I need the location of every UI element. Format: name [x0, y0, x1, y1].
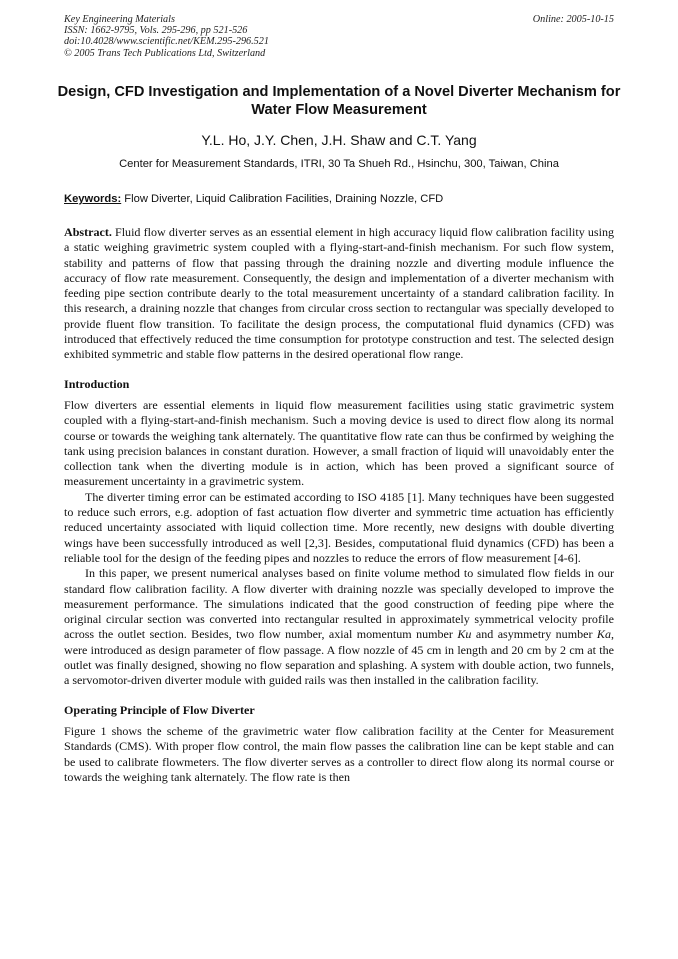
intro-p3-part-b: and asymmetry number — [471, 627, 597, 642]
issn-line: ISSN: 1662-9795, Vols. 295-296, pp 521-526 — [64, 25, 248, 37]
keywords-text: Flow Diverter, Liquid Calibration Facilities, Draining Nozzle, CFD — [121, 193, 444, 205]
intro-paragraph-3 — [64, 566, 614, 688]
doi-line: doi:10.4028/www.scientific.net/KEM.295-296.521 — [64, 36, 269, 48]
copyright-line: © 2005 Trans Tech Publications Ltd, Switzerland — [64, 47, 266, 59]
journal-header — [64, 14, 269, 59]
keywords-line — [64, 192, 624, 206]
abstract-paragraph — [64, 225, 614, 363]
author-list: Y.L. Ho, J.Y. Chen, J.H. Shaw and C.T. Yang — [201, 132, 477, 148]
journal-name: Key Engineering Materials — [64, 14, 175, 25]
operating-principle-heading: Operating Principle of Flow Diverter — [64, 702, 255, 717]
operating-paragraph-1: Figure 1 shows the scheme of the gravimetric water flow calibration facility at the Center for Measurement Standards (CMS). With proper flow control, the main flow passes the calibration line can be kept stable and can be used to calibrate flowmeters. The flow diverter serves as a controller to direct flow along its normal course or towards the weighing tank alternately. The flow rate is then — [64, 723, 614, 784]
abstract-text: Fluid flow diverter serves as an essential element in high accuracy liquid flow calibration facility using a static weighing gravimetric system coupled with a flying-start-and-finish mechanism. For such flow system, stability and patterns of flow that passing through the draining nozzle and diverting module influence the accuracy of flow rate measurement. Consequently, the design and implementation of a diverter mechanism with feeding pipe section contribute dearly to the total measurement uncertainty of a standard calibration facility. In this research, a draining nozzle that changes from circular cross section to rectangular was specially developed to provide fluent flow transition. To facilitate the design process, the computational fluid dynamics (CFD) was introduced that effectively reduced the time consumption for prototype construction and test. The selected design exhibited symmetric and stable flow patterns in the desired operational flow range. — [64, 225, 614, 362]
ka-symbol: Ka — [596, 627, 611, 642]
abstract-label: Abstract. — [64, 225, 112, 239]
online-date: Online: 2005-10-15 — [532, 14, 614, 25]
introduction-heading: Introduction — [64, 376, 130, 391]
paper-title: Design, CFD Investigation and Implementation of a Novel Diverter Mechanism for Water Flow Measurement — [57, 84, 621, 118]
intro-p3-part-a: In this paper, we present numerical analyses based on finite volume method to simulated flow fields in our standard flow calibration facility. A flow diverter with draining nozzle was specially developed to improve the measurement performance. The simulations indicated that the good construction of feeding pipe where the original circular section was converted into rectangular resulted in approximately symmetrical velocity profile across the outlet section. Besides, two flow number, axial momentum number — [64, 566, 614, 642]
ku-symbol: Ku — [457, 627, 472, 642]
intro-p3-part-c: , were introduced as design parameter of flow passage. A flow nozzle of 45 cm in length and 20 cm by 2 cm at the outlet was finally designed, showing no flow separation and splashing. A system with double action, two funnels, a servomotor-driven diverter module with guided rails was then installed in the calibration facility. — [64, 627, 614, 688]
intro-paragraph-1: Flow diverters are essential elements in liquid flow measurement facilities using static gravimetric system coupled with a flying-start-and-finish mechanism. Such a moving device is used to direct flow along its normal course or towards the weighing tank alternately. The quantitative flow rate can thus be confirmed by weighing the tank using precision balances in constant duration. However, a small fraction of liquid will unavoidably enter the collection tank when the diverting module is in action, which has been proved a significant source of measurement uncertainty in a gravimetric system. — [64, 397, 614, 489]
intro-paragraph-2: The diverter timing error can be estimated according to ISO 4185 [1]. Many techniques have been suggested to reduce such errors, e.g. adoption of fast actuation flow diverter and symmetric time actuation has efficiently reduced uncertainty associated with liquid collection time. More recently, new designs with double diverting wings have been successfully introduced as well [2,3]. Besides, computational fluid dynamics (CFD) has been a reliable tool for the design of the feeding pipes and nozzles to reduce the errors of flow measurement [4-6]. — [64, 489, 614, 565]
affiliation: Center for Measurement Standards, ITRI, 30 Ta Shueh Rd., Hsinchu, 300, Taiwan, China — [119, 158, 559, 170]
keywords-label: Keywords: — [64, 193, 122, 205]
paper-body — [64, 225, 614, 785]
